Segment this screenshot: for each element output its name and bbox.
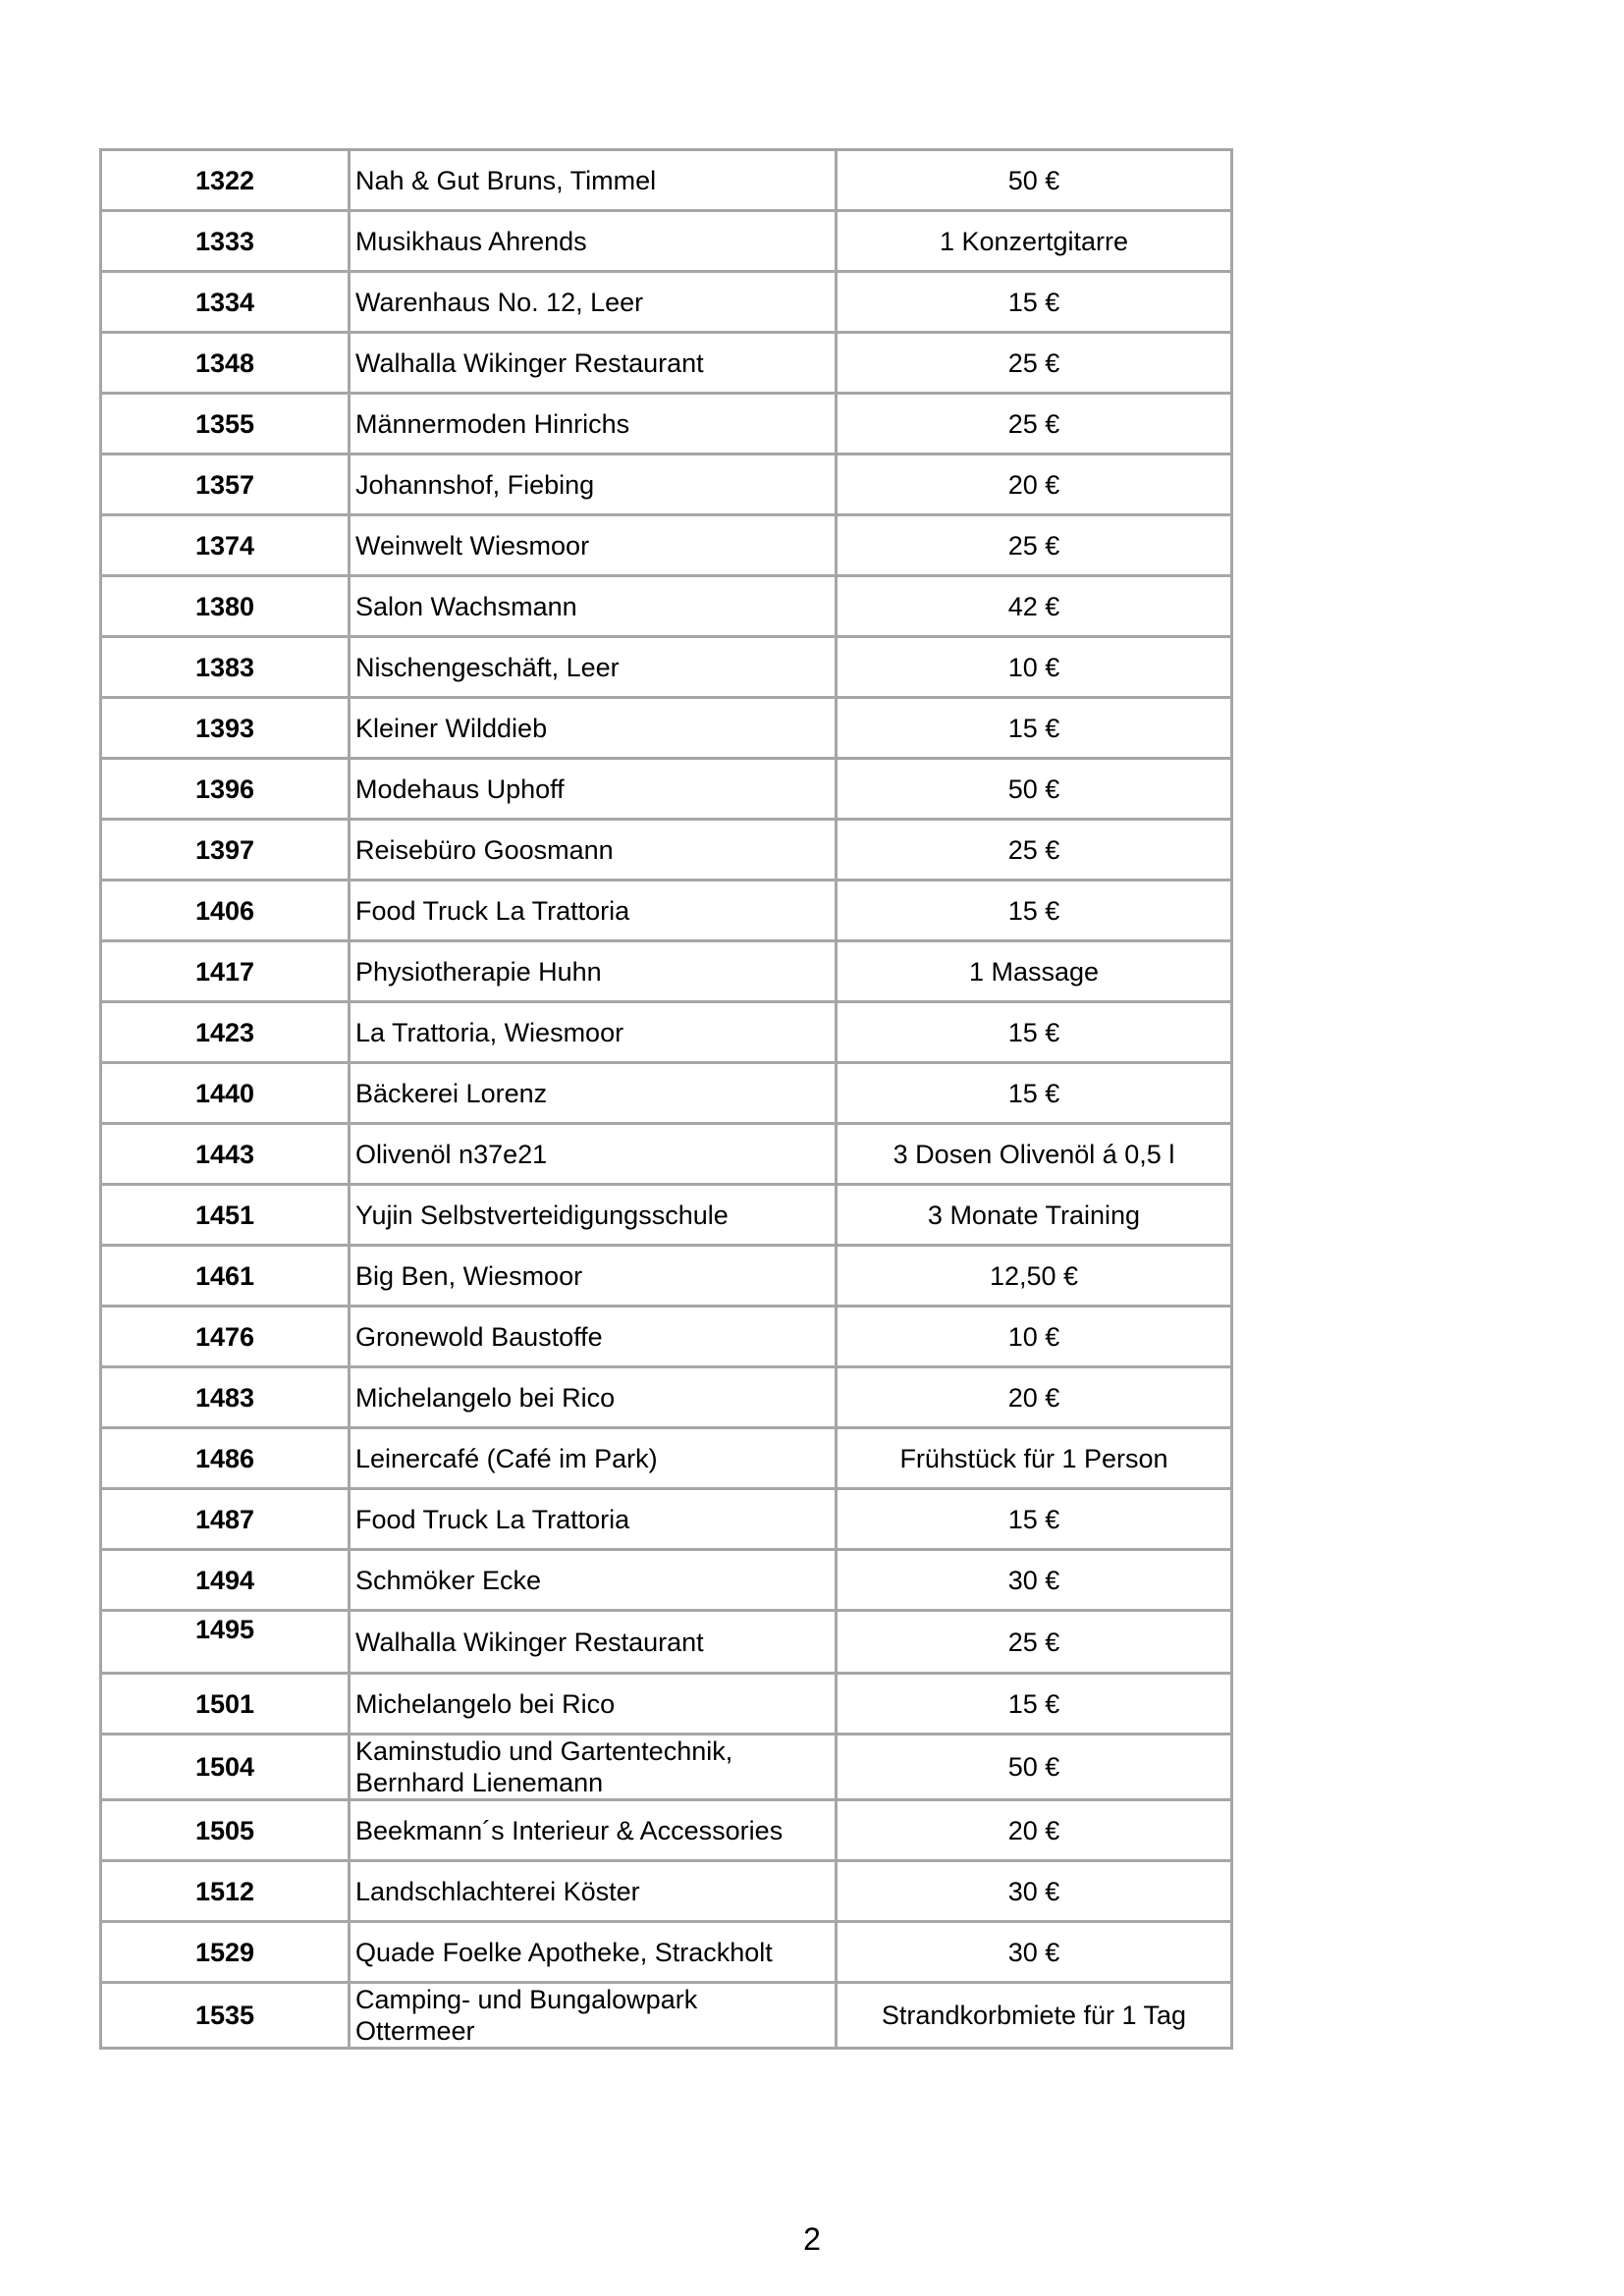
ticket-number-cell: 1440: [101, 1063, 350, 1124]
prize-cell: 25 €: [837, 333, 1232, 394]
sponsor-name-cell: Nischengeschäft, Leer: [350, 637, 837, 698]
sponsor-name-cell: Schmöker Ecke: [350, 1550, 837, 1611]
table-row: [101, 1489, 1232, 1550]
prize-cell: 20 €: [837, 1800, 1232, 1861]
ticket-number-cell: 1451: [101, 1185, 350, 1246]
table-row: [101, 637, 1232, 698]
table-row: [101, 211, 1232, 272]
sponsor-name-cell: Yujin Selbstverteidigungsschule: [350, 1185, 837, 1246]
table-row: [101, 576, 1232, 637]
ticket-number-cell: 1461: [101, 1246, 350, 1307]
sponsor-name-cell: Physiotherapie Huhn: [350, 941, 837, 1002]
sponsor-name-cell: Camping- und Bungalowpark Ottermeer: [350, 1983, 837, 2049]
sponsor-name-cell: Nah & Gut Bruns, Timmel: [350, 150, 837, 211]
table-row: [101, 1124, 1232, 1185]
ticket-number-cell: 1322: [101, 150, 350, 211]
sponsor-name-cell: Bäckerei Lorenz: [350, 1063, 837, 1124]
ticket-number-cell: 1380: [101, 576, 350, 637]
prize-cell: Frühstück für 1 Person: [837, 1428, 1232, 1489]
prize-cell: 20 €: [837, 1367, 1232, 1428]
sponsor-name-cell: Weinwelt Wiesmoor: [350, 515, 837, 576]
ticket-number-cell: 1512: [101, 1861, 350, 1922]
ticket-number-cell: 1406: [101, 881, 350, 941]
table-row: [101, 333, 1232, 394]
ticket-number-cell: 1383: [101, 637, 350, 698]
prize-cell: 12,50 €: [837, 1246, 1232, 1307]
table-row: [101, 941, 1232, 1002]
sponsor-name-cell: Modehaus Uphoff: [350, 759, 837, 820]
table-row: [101, 1674, 1232, 1735]
sponsor-name-cell: Food Truck La Trattoria: [350, 1489, 837, 1550]
ticket-number-cell: 1529: [101, 1922, 350, 1983]
table-row: [101, 1063, 1232, 1124]
prize-cell: 3 Dosen Olivenöl á 0,5 l: [837, 1124, 1232, 1185]
prize-cell: 1 Konzertgitarre: [837, 211, 1232, 272]
prize-cell: 10 €: [837, 637, 1232, 698]
table-row: [101, 454, 1232, 515]
ticket-number-cell: 1417: [101, 941, 350, 1002]
table-row: [101, 881, 1232, 941]
sponsor-name-cell: Kaminstudio und Gartentechnik, Bernhard Lienemann: [350, 1735, 837, 1800]
prize-cell: 15 €: [837, 1674, 1232, 1735]
sponsor-name-cell: Quade Foelke Apotheke, Strackholt: [350, 1922, 837, 1983]
prize-cell: 3 Monate Training: [837, 1185, 1232, 1246]
sponsor-name-cell: Big Ben, Wiesmoor: [350, 1246, 837, 1307]
table-row: [101, 1983, 1232, 2049]
ticket-number-cell: 1505: [101, 1800, 350, 1861]
prize-cell: 25 €: [837, 1611, 1232, 1674]
ticket-number-cell: 1476: [101, 1307, 350, 1367]
table-row: [101, 394, 1232, 454]
ticket-number-cell: 1397: [101, 820, 350, 881]
sponsor-name-cell: Walhalla Wikinger Restaurant: [350, 333, 837, 394]
prize-cell: 20 €: [837, 454, 1232, 515]
sponsor-name-cell: Musikhaus Ahrends: [350, 211, 837, 272]
ticket-number-cell: 1374: [101, 515, 350, 576]
prize-cell: 25 €: [837, 820, 1232, 881]
table-row: [101, 698, 1232, 759]
ticket-number-cell: 1501: [101, 1674, 350, 1735]
prize-cell: 50 €: [837, 150, 1232, 211]
prize-cell: 15 €: [837, 1489, 1232, 1550]
prize-cell: 42 €: [837, 576, 1232, 637]
ticket-number-cell: 1355: [101, 394, 350, 454]
sponsor-name-cell: Michelangelo bei Rico: [350, 1674, 837, 1735]
sponsor-name-cell: Landschlachterei Köster: [350, 1861, 837, 1922]
prize-cell: 30 €: [837, 1861, 1232, 1922]
ticket-number-cell: 1535: [101, 1983, 350, 2049]
sponsor-name-cell: La Trattoria, Wiesmoor: [350, 1002, 837, 1063]
ticket-number-cell: 1357: [101, 454, 350, 515]
ticket-number-cell: 1348: [101, 333, 350, 394]
ticket-number-cell: 1483: [101, 1367, 350, 1428]
ticket-number-cell: 1393: [101, 698, 350, 759]
sponsor-name-cell: Olivenöl n37e21: [350, 1124, 837, 1185]
prize-cell: 50 €: [837, 1735, 1232, 1800]
sponsor-name-cell: Beekmann´s Interieur & Accessories: [350, 1800, 837, 1861]
prize-cell: 15 €: [837, 698, 1232, 759]
prize-cell: 1 Massage: [837, 941, 1232, 1002]
table-row: [101, 1246, 1232, 1307]
ticket-number-cell: 1443: [101, 1124, 350, 1185]
table-row: [101, 1002, 1232, 1063]
prize-cell: 15 €: [837, 1002, 1232, 1063]
prize-cell: 15 €: [837, 1063, 1232, 1124]
ticket-number-cell: 1333: [101, 211, 350, 272]
prize-cell: Strandkorbmiete für 1 Tag: [837, 1983, 1232, 2049]
ticket-number-cell: 1486: [101, 1428, 350, 1489]
sponsor-name-cell: Food Truck La Trattoria: [350, 881, 837, 941]
prize-cell: 25 €: [837, 394, 1232, 454]
prize-cell: 10 €: [837, 1307, 1232, 1367]
table-row: [101, 1611, 1232, 1674]
ticket-number-cell: 1396: [101, 759, 350, 820]
table-row: [101, 759, 1232, 820]
sponsor-name-cell: Leinercafé (Café im Park): [350, 1428, 837, 1489]
table-row: [101, 1800, 1232, 1861]
ticket-number-cell: 1423: [101, 1002, 350, 1063]
ticket-number-cell: 1334: [101, 272, 350, 333]
prize-cell: 15 €: [837, 272, 1232, 333]
table-row: [101, 1185, 1232, 1246]
prize-cell: 30 €: [837, 1922, 1232, 1983]
prize-table: [99, 148, 1233, 2050]
table-row: [101, 820, 1232, 881]
table-row: [101, 1367, 1232, 1428]
prize-table-body: [101, 150, 1232, 2049]
table-row: [101, 515, 1232, 576]
sponsor-name-cell: Walhalla Wikinger Restaurant: [350, 1611, 837, 1674]
table-row: [101, 1922, 1232, 1983]
table-row: [101, 1550, 1232, 1611]
prize-cell: 25 €: [837, 515, 1232, 576]
ticket-number-cell: 1495: [101, 1611, 350, 1674]
table-row: [101, 1307, 1232, 1367]
page-number: 2: [803, 2221, 821, 2257]
table-row: [101, 150, 1232, 211]
prize-cell: 50 €: [837, 759, 1232, 820]
table-row: [101, 1428, 1232, 1489]
sponsor-name-cell: Michelangelo bei Rico: [350, 1367, 837, 1428]
prize-cell: 30 €: [837, 1550, 1232, 1611]
table-row: [101, 272, 1232, 333]
sponsor-name-cell: Salon Wachsmann: [350, 576, 837, 637]
table-row: [101, 1735, 1232, 1800]
sponsor-name-cell: Kleiner Wilddieb: [350, 698, 837, 759]
prize-cell: 15 €: [837, 881, 1232, 941]
sponsor-name-cell: Männermoden Hinrichs: [350, 394, 837, 454]
sponsor-name-cell: Gronewold Baustoffe: [350, 1307, 837, 1367]
sponsor-name-cell: Warenhaus No. 12, Leer: [350, 272, 837, 333]
sponsor-name-cell: Johannshof, Fiebing: [350, 454, 837, 515]
ticket-number-cell: 1504: [101, 1735, 350, 1800]
ticket-number-cell: 1494: [101, 1550, 350, 1611]
ticket-number-cell: 1487: [101, 1489, 350, 1550]
sponsor-name-cell: Reisebüro Goosmann: [350, 820, 837, 881]
table-row: [101, 1861, 1232, 1922]
